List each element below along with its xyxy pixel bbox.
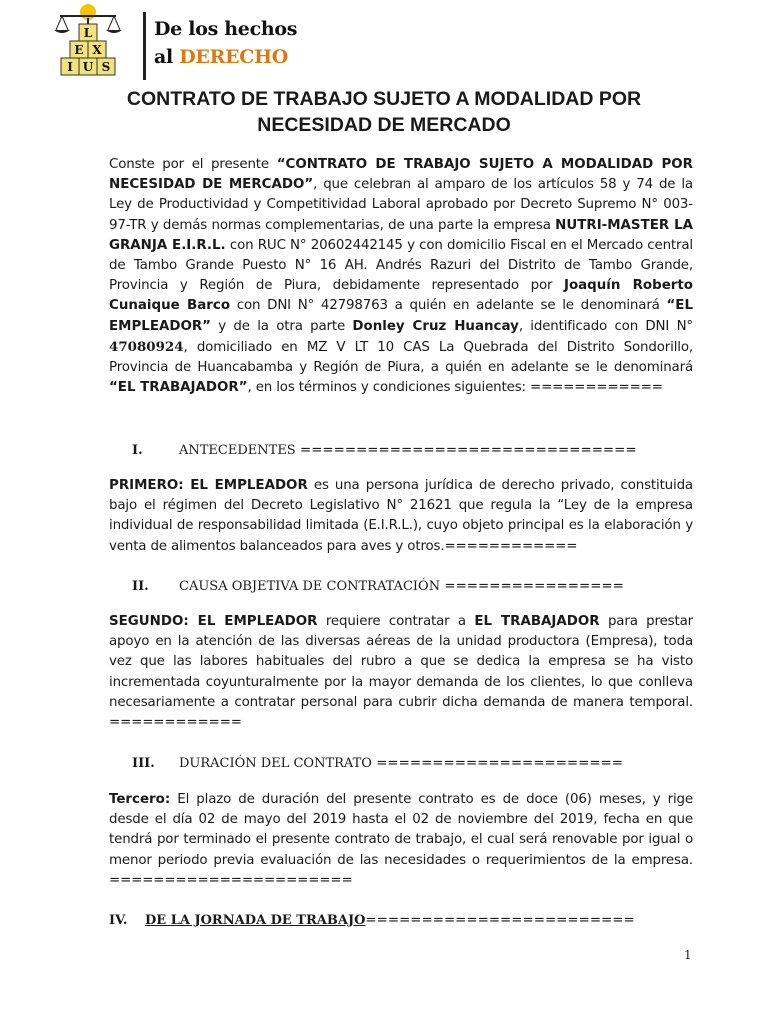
logo-tile-l: L — [83, 26, 93, 40]
intro-paragraph: Conste por el presente “CONTRATO DE TRABAJO SUJETO A MODALIDAD POR NECESIDAD DE MERCADO”, que celebran al amparo de los artículos 58 y 74 de la Ley de Productividad y Competitividad Laboral aprobado por Decreto Supremo N° 003-97-TR y demás normas complementarias, de una parte la empresa NUTRI-MASTER LA GRANJA E.I.R.L. con RUC N° 20602442145 y con domicilio Fiscal en el Mercado central de Tambo Grande Puesto N° 16 AH. Andrés Razuri del Distrito de Tambo Grande, Provincia y Región de Piura, debidamente representado por Joaquín Roberto Cunaique Barco con DNI N° 42798763 a quién en adelante se le denominará “EL EMPLEADOR” y de la otra parte Donley Cruz Huancay, identificado con DNI N° 47080924, domiciliado en MZ V LT 10 CAS La Quebrada del Distrito Sondorillo, Provincia de Huancabamba y Región de Piura, a quién en adelante se le denominará “EL TRABAJADOR”, en los términos y condiciones siguientes: ============ — [109, 157, 694, 396]
logo-tile-s: S — [101, 60, 111, 74]
section-3-paragraph: Tercero: El plazo de duración del presente contrato es de doce (06) meses, y rige desde el día 02 de mayo del 2019 hasta el 02 de noviembre del 2019, fecha en que tendrá por terminado el presente contrato de trabajo, el cual será renovable por igual o menor periodo previa evaluación de las necesidades o requerimientos de la empresa. ====================== — [109, 792, 693, 888]
logo-tile-e: E — [74, 43, 84, 57]
logo-tile-x: X — [92, 43, 102, 57]
logo-tagline-highlight: DERECHO — [179, 46, 289, 68]
logo-tile-i: I — [67, 60, 73, 74]
sun-icon — [80, 4, 96, 20]
scales-of-justice-icon — [48, 4, 143, 84]
page-number: 1 — [684, 948, 692, 962]
section-heading-1: I. ANTECEDENTES ============================== — [132, 443, 637, 458]
document-title-line2: NECESIDAD DE MERCADO — [257, 114, 511, 136]
section-2-paragraph: SEGUNDO: EL EMPLEADOR requiere contratar a EL TRABAJADOR para prestar apoyo en la atención de las diversas aéreas de la unidad productora (Empresa), toda vez que las labores habituales del rubro a que se dedica la empresa se ha visto incrementada coyunturalmente por la mayor demanda de los clientes, lo que conlleva necesariamente a contratar personal para cubrir dicha demanda de manera temporal. ============ — [109, 614, 693, 731]
section-1-paragraph: PRIMERO: EL EMPLEADOR es una persona jurídica de derecho privado, constituida bajo el régimen del Decreto Legislativo N° 21621 que regula la “Ley de la empresa individual de responsabilidad limitada (E.I.R.L.), cuyo objeto principal es la elaboración y venta de alimentos balanceados para aves y otros.============ — [109, 478, 693, 554]
logo-divider — [143, 12, 146, 80]
section-heading-2: II. CAUSA OBJETIVA DE CONTRATACIÓN ================ — [132, 579, 624, 594]
logo-tagline-line1: De los hechos — [154, 18, 298, 40]
logo-tile-u: U — [82, 60, 94, 74]
section-heading-3: III. DURACIÓN DEL CONTRATO ====================== — [132, 756, 624, 771]
document-title — [80, 86, 688, 138]
section-heading-4: IV. DE LA JORNADA DE TRABAJO======================== — [109, 913, 635, 928]
logo-tagline-prefix: al — [154, 46, 180, 68]
lexius-logo — [48, 4, 298, 84]
document-title-line1: CONTRATO DE TRABAJO SUJETO A MODALIDAD POR — [126, 88, 642, 110]
logo-tagline-line2 — [154, 46, 288, 68]
